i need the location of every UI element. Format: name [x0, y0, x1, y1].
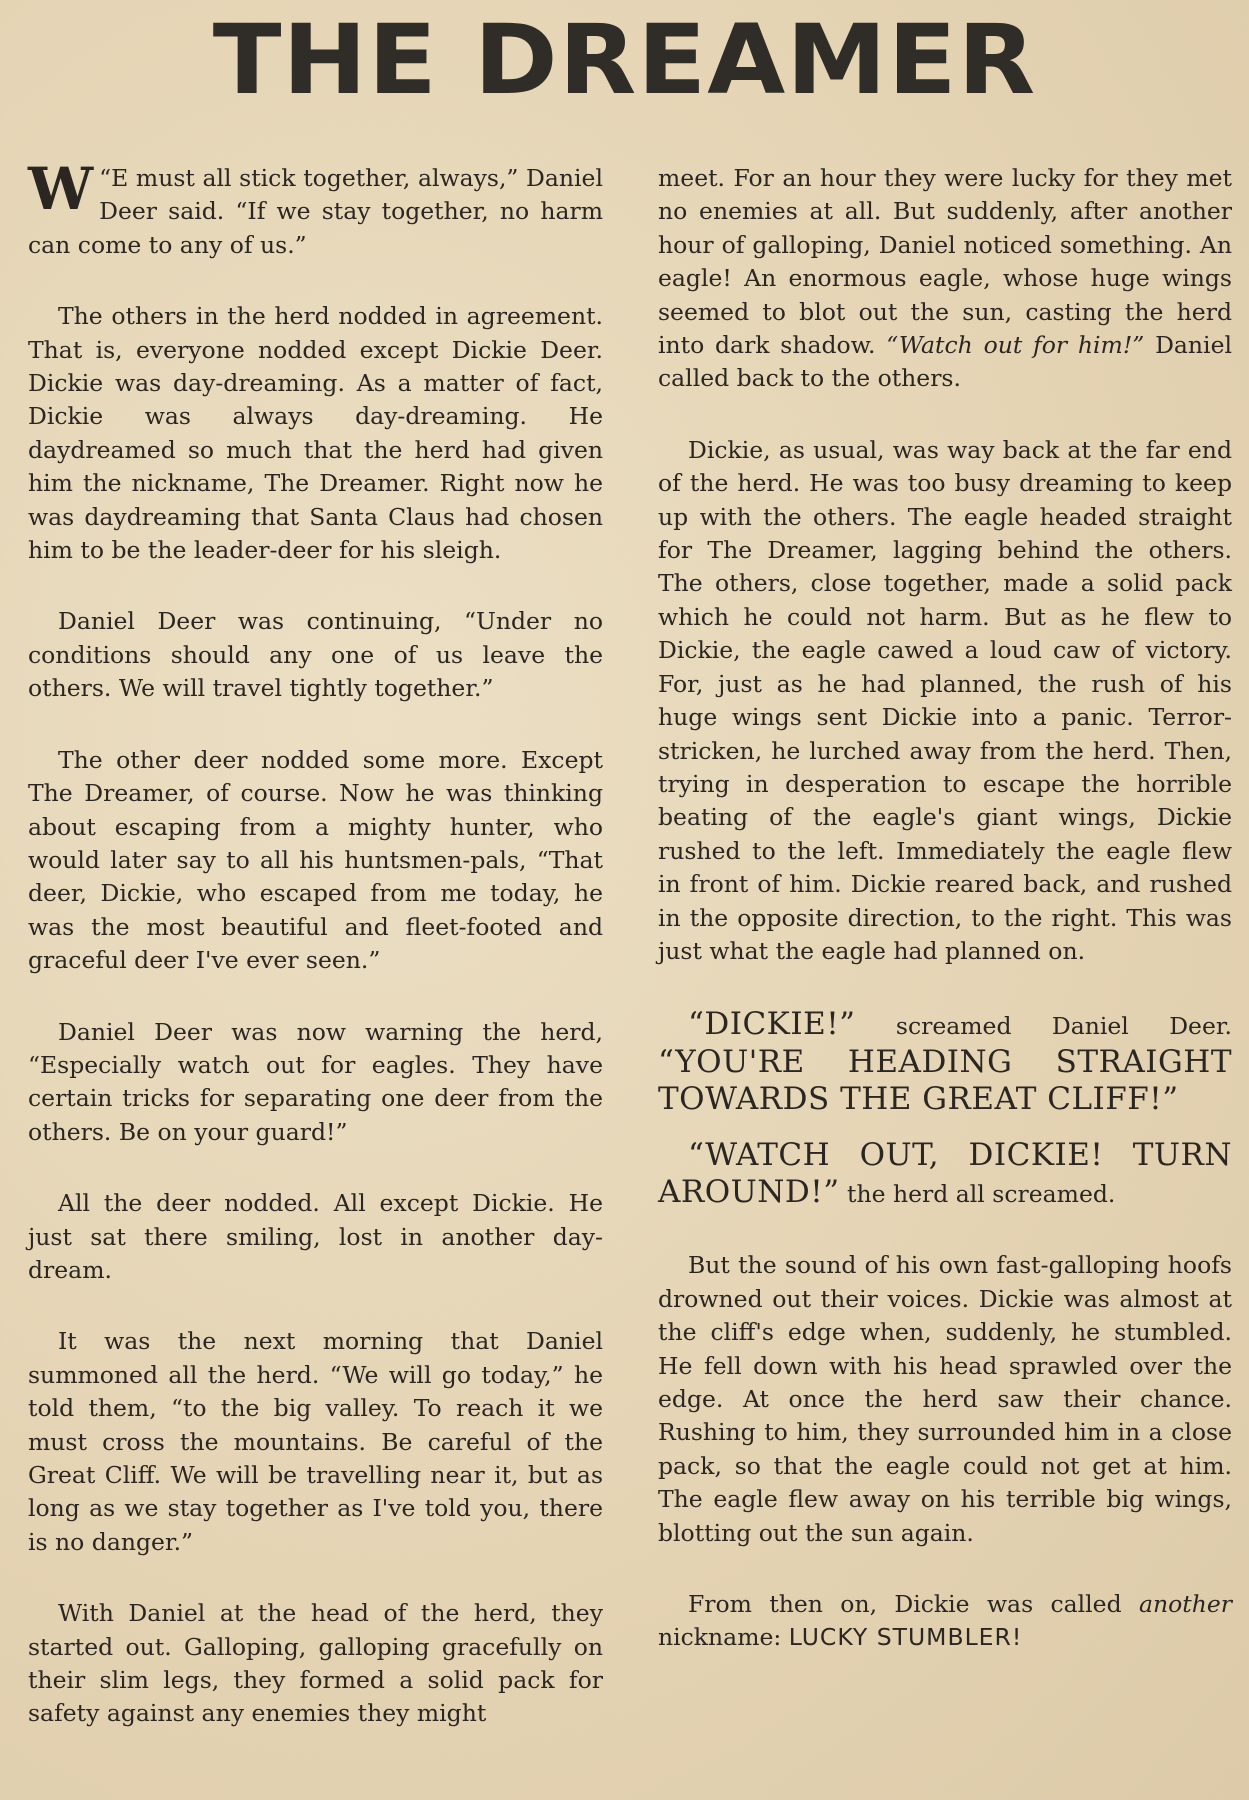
italic-quote: “Watch out for him!”	[886, 331, 1145, 360]
paragraph: The others in the herd nodded in agreement. That is, everyone nodded except Dickie Deer. Dickie was day-dreaming. As a matter of fact, Dickie was always day-dreaming. He daydreamed so much that the herd had given him the nickname, The Dreamer. Right now he was daydreaming that Santa Claus had chosen him to be the leader-deer for his sleigh.	[28, 302, 603, 565]
left-column	[28, 155, 603, 1769]
paragraph	[28, 155, 603, 262]
drop-cap: W	[28, 155, 94, 223]
paragraph: But the sound of his own fast-galloping hoofs drowned out their voices. Dickie was almost at the cliff's edge when, suddenly, he stumbled. He fell down with his head sprawled over the edge. At once the herd saw their chance. Rushing to him, they surrounded him in a close pack, so that the eagle could not get at him. The eagle flew away on his terrible big wings, blotting out the sun again.	[658, 1251, 1232, 1547]
paragraph: Daniel Deer was continuing, “Under no conditions should any one of us leave the others. We will travel tightly together.”	[28, 607, 603, 703]
italic-word: another	[1138, 1590, 1232, 1619]
paragraph-text: meet. For an hour they were lucky for they met no enemies at all. But suddenly, after another hour of galloping, Daniel noticed something. An eagle! An enormous eagle, whose huge wings seemed to blot out the sun, casting the herd into dark shadow.	[658, 164, 1232, 360]
paragraph: Daniel Deer was now warning the herd, “Especially watch out for eagles. They have certain tricks for separating one deer from the others. Be on your guard!”	[28, 1017, 603, 1146]
paragraph: It was the next morning that Daniel summoned all the herd. “We will go today,” he told them, “to the big valley. To reach it we must cross the mountains. Be careful of the Great Cliff. We will be travelling near it, but as long as we stay together as I've told you, there is no danger.”	[28, 1327, 603, 1556]
shout-text: “DICKIE!”	[688, 1006, 856, 1043]
paragraph-text: nickname:	[658, 1623, 789, 1652]
shout-text: “YOU'RE HEADING STRAIGHT TOWARDS THE GREAT CLIFF!”	[658, 1043, 1232, 1118]
paragraph-text: Daniel called back to the others.	[658, 331, 1232, 393]
paragraph	[658, 1006, 1232, 1118]
paragraph	[658, 1137, 1232, 1212]
paragraph-text: screamed Daniel Deer.	[855, 1012, 1232, 1041]
open-quote: “	[99, 164, 112, 192]
paragraph: All the deer nodded. All except Dickie. He just sat there smiling, lost in another day-dream.	[28, 1189, 603, 1284]
paragraph: The other deer nodded some more. Except The Dreamer, of course. Now he was thinking about escaping from a mighty hunter, who would later say to all his huntsmen-pals, “That deer, Dickie, who escaped from me today, he was the most beautiful and fleet-footed and graceful deer I've ever seen.”	[28, 745, 603, 975]
shout-text: “WATCH OUT, DICKIE! TURN AROUND!”	[658, 1136, 1232, 1210]
paragraph-text: the herd all screamed.	[839, 1179, 1116, 1208]
paragraph: With Daniel at the head of the herd, they started out. Galloping, galloping gracefully on their slim legs, they formed a solid pack for safety against any enemies they might	[28, 1599, 603, 1728]
nickname-caps: LUCKY STUMBLER!	[788, 1623, 1023, 1652]
paragraph	[658, 1588, 1232, 1655]
paragraph-text: From then on, Dickie was called	[688, 1590, 1139, 1619]
story-title: THE DREAMER	[212, 4, 1037, 116]
paragraph: Dickie, as usual, was way back at the far end of the herd. He was too busy dreaming to keep up with the others. The eagle headed straight for The Dreamer, lagging behind the others. The others, close together, made a solid pack which he could not harm. But as he flew to Dickie, the eagle cawed a loud caw of victory. For, just as he had planned, the rush of his huge wings sent Dickie into a panic. Terror-stricken, he lurched away from the herd. Then, trying in desperation to escape the horrible beating of the eagle's giant wings, Dickie rushed to the left. Immediately the eagle flew in front of him. Dickie reared back, and rushed in the opposite direction, to the right. This was just what the eagle had planned on.	[658, 435, 1232, 965]
paragraph-text: E must all stick together, always,” Daniel Deer said. “If we stay together, no harm can come to any of us.”	[28, 164, 603, 259]
paragraph	[658, 162, 1232, 396]
right-column	[658, 162, 1232, 1693]
